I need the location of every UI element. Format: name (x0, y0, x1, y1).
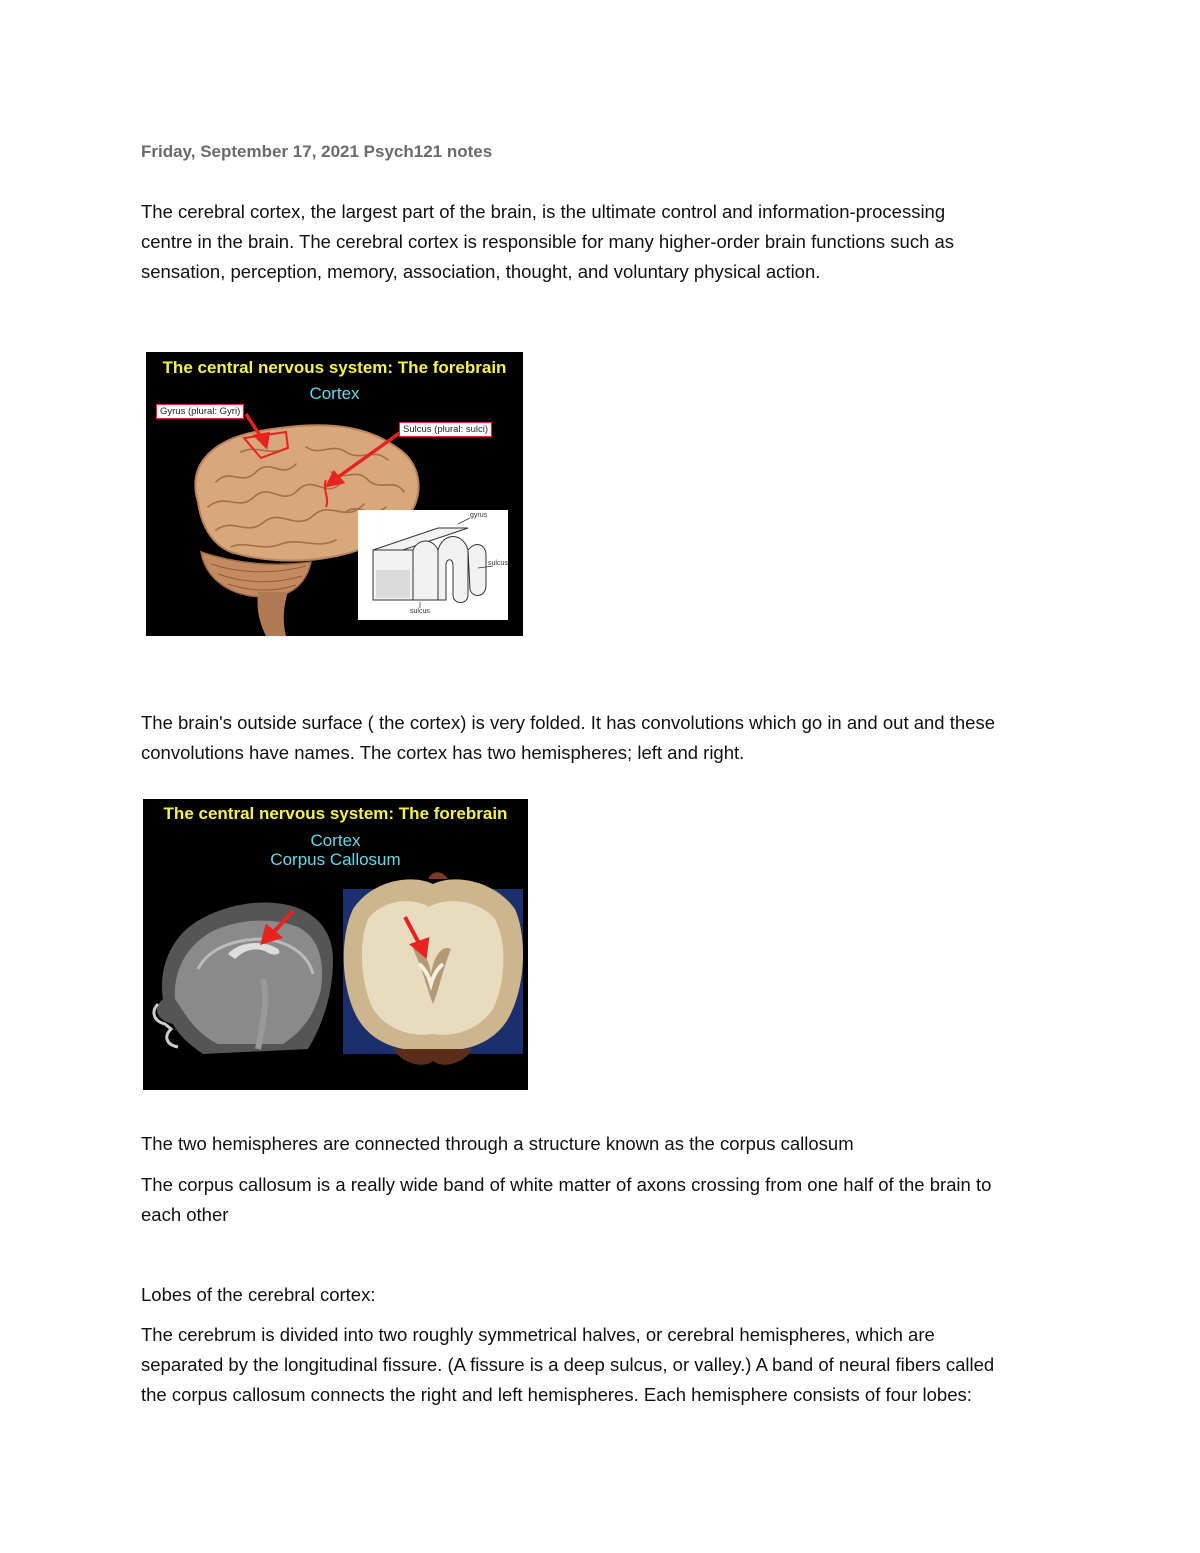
callout-sulcus: Sulcus (plural: sulci) (399, 422, 492, 437)
slide-subtitle-corpus-callosum: Corpus Callosum (270, 850, 401, 869)
date-heading: Friday, September 17, 2021 Psych121 notes (141, 142, 493, 161)
heading-lobes: Lobes of the cerebral cortex: (141, 1284, 376, 1305)
gyrus-sulcus-inset-diagram (358, 510, 508, 620)
text-line: sensation, perception, memory, association, thought, and voluntary physical action. (141, 261, 821, 282)
figure-corpus-callosum-slide (143, 799, 528, 1090)
paragraph-cerebrum-lobes (141, 1320, 1071, 1410)
paragraph-folded-surface (141, 708, 1071, 768)
inset-label-sulcus-bottom: sulcus (410, 608, 430, 615)
slide-subtitle: Cortex (309, 384, 360, 403)
text-line: each other (141, 1204, 229, 1225)
inset-label-sulcus-right: sulcus (488, 560, 508, 567)
brain-scan-images (143, 799, 528, 1090)
paragraph-hemispheres-connected: The two hemispheres are connected through a structure known as the corpus callosum (141, 1133, 854, 1154)
text-line: The corpus callosum is a really wide band of white matter of axons crossing from one half of the brain to (141, 1174, 992, 1195)
folded-cortex-diagram (358, 510, 508, 620)
inset-label-gyrus: gyrus (470, 512, 488, 519)
text-line: the corpus callosum connects the right and left hemispheres. Each hemisphere consists of four lobes: (141, 1384, 972, 1405)
figure-cortex-slide (146, 352, 523, 636)
paragraph-corpus-callosum (141, 1170, 1071, 1230)
text-line: convolutions have names. The cortex has two hemispheres; left and right. (141, 742, 745, 763)
slide-title: The central nervous system: The forebrain (162, 358, 507, 377)
text-line: separated by the longitudinal fissure. (A fissure is a deep sulcus, or valley.) A band of neural fibers called (141, 1354, 995, 1375)
coronal-slice-image (343, 872, 523, 1065)
paragraph-cerebral-cortex (141, 197, 1071, 287)
callout-gyrus: Gyrus (plural: Gyri) (156, 404, 244, 419)
text-line: The cerebral cortex, the largest part of the brain, is the ultimate control and information-processing (141, 201, 946, 222)
mri-sagittal-image (154, 903, 333, 1054)
text-line: The brain's outside surface ( the cortex) is very folded. It has convolutions which go in and out and these (141, 712, 995, 733)
slide-subtitle-cortex: Cortex (310, 831, 361, 850)
slide-title: The central nervous system: The forebrain (163, 804, 508, 823)
text-line: The cerebrum is divided into two roughly symmetrical halves, or cerebral hemispheres, which are (141, 1324, 935, 1345)
text-line: centre in the brain. The cerebral cortex is responsible for many higher-order brain functions such as (141, 231, 955, 252)
